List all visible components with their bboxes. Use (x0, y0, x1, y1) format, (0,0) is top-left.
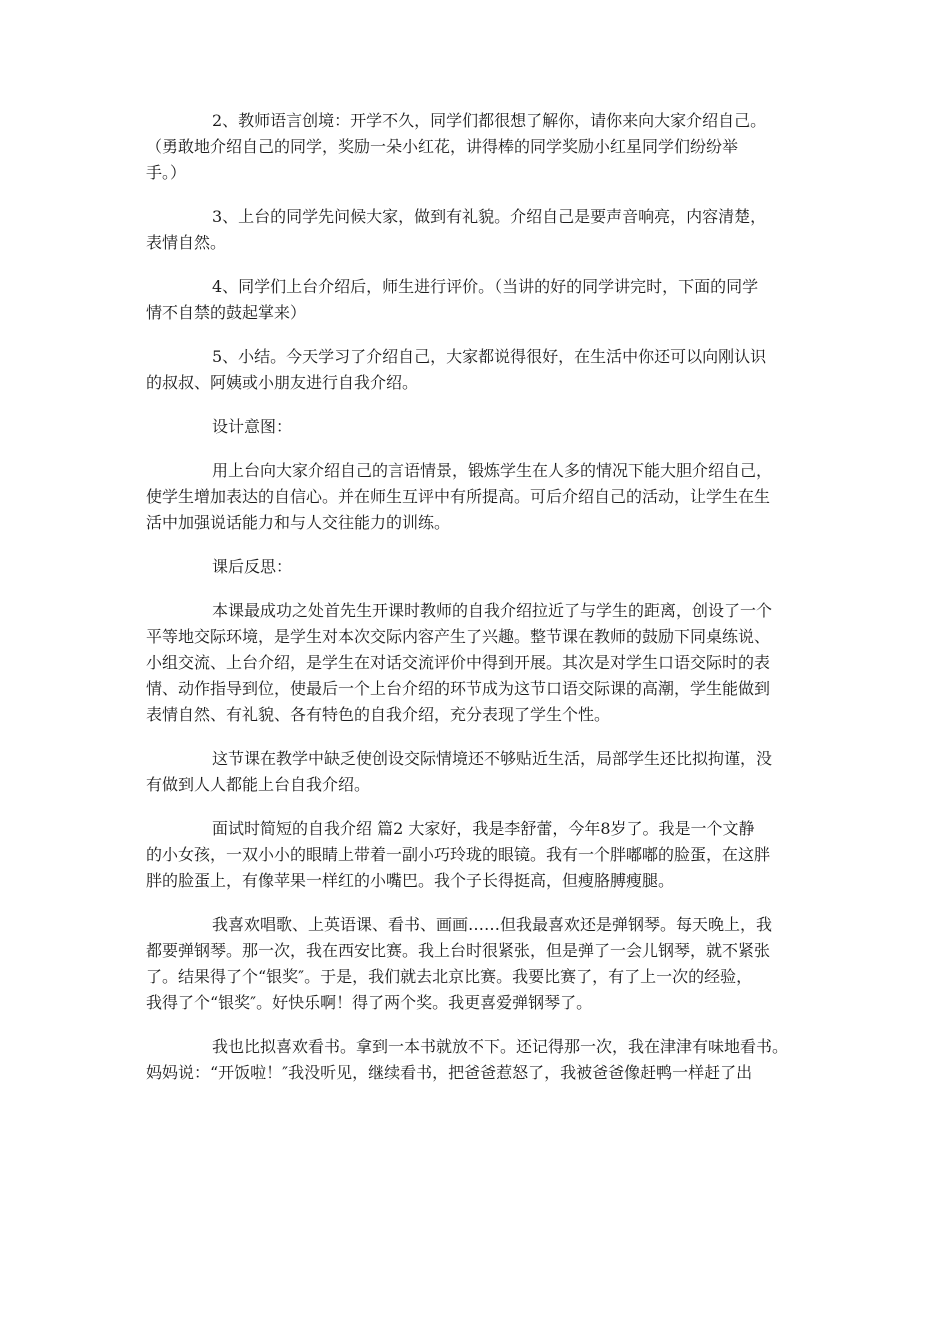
text-line: 手。） (146, 163, 187, 182)
text-line: 本课最成功之处首先生开课时教师的自我介绍拉近了与学生的距离，创设了一个 (212, 601, 773, 620)
text-line: 小组交流、上台介绍，是学生在对话交流评价中得到开展。其次是对学生口语交际时的表 (146, 653, 771, 672)
paragraph-step-4 (146, 274, 816, 326)
text-line: 用上台向大家介绍自己的言语情景，锻炼学生在人多的情况下能大胆介绍自己， (212, 461, 773, 480)
text-line: 妈妈说：“开饭啦！″我没听见，继续看书，把爸爸惹怒了，我被爸爸像赶鸭一样赶了出 (146, 1063, 753, 1082)
text-line: 2、教师语言创境：开学不久，同学们都很想了解你，请你来向大家介绍自己。 (212, 111, 767, 130)
text-line: 4、同学们上台介绍后，师生进行评价。（当讲的好的同学讲完时，下面的同学 (212, 277, 759, 296)
text-line: 这节课在教学中缺乏使创设交际情境还不够贴近生活，局部学生还比拟拘谨，没 (212, 749, 773, 768)
text-line: 设计意图： (212, 417, 293, 436)
text-line: 活中加强说话能力和与人交往能力的训练。 (146, 513, 451, 532)
section-heading-design-intent (146, 414, 816, 440)
paragraph-step-5 (146, 344, 816, 396)
text-line: 平等地交际环境，是学生对本次交际内容产生了兴趣。整节课在教师的鼓励下同桌练说、 (146, 627, 771, 646)
text-line: 我喜欢唱歌、上英语课、看书、画画……但我最喜欢还是弹钢琴。每天晚上，我 (212, 915, 773, 934)
document-body (146, 108, 816, 1104)
text-line: 表情自然。 (146, 233, 227, 252)
paragraph-design-intent (146, 458, 816, 536)
text-line: 表情自然、有礼貌、各有特色的自我介绍，充分表现了学生个性。 (146, 705, 611, 724)
text-line: 我也比拟喜欢看书。拿到一本书就放不下。还记得那一次，我在津津有味地看书。 (212, 1037, 789, 1056)
paragraph-reading (146, 1034, 816, 1086)
paragraph-reflection (146, 598, 816, 728)
text-line: 使学生增加表达的自信心。并在师生互评中有所提高。可后介绍自己的活动，让学生在生 (146, 487, 771, 506)
paragraph-shortcoming (146, 746, 816, 798)
paragraph-self-intro (146, 816, 816, 894)
text-line: 的叔叔、阿姨或小朋友进行自我介绍。 (146, 373, 419, 392)
paragraph-hobbies (146, 912, 816, 1016)
text-line: 3、上台的同学先问候大家，做到有礼貌。介绍自己是要声音响亮，内容清楚， (212, 207, 767, 226)
text-line: 面试时简短的自我介绍 篇2 大家好，我是李舒蕾，今年8岁了。我是一个文静 (212, 819, 755, 838)
text-line: 了。结果得了个“银奖″。于是，我们就去北京比赛。我要比赛了，有了上一次的经验， (146, 967, 753, 986)
text-line: 课后反思： (212, 557, 293, 576)
text-line: 胖的脸蛋上，有像苹果一样红的小嘴巴。我个子长得挺高，但瘦胳膊瘦腿。 (146, 871, 675, 890)
text-line: 我得了个“银奖″。好快乐啊！得了两个奖。我更喜爱弹钢琴了。 (146, 993, 593, 1012)
paragraph-step-2 (146, 108, 816, 186)
text-line: 情不自禁的鼓起掌来） (146, 303, 307, 322)
paragraph-step-3 (146, 204, 816, 256)
text-line: 5、小结。今天学习了介绍自己，大家都说得很好，在生活中你还可以向刚认识 (212, 347, 767, 366)
text-line: 情、动作指导到位，使最后一个上台介绍的环节成为这节口语交际课的高潮，学生能做到 (146, 679, 771, 698)
text-line: 都要弹钢琴。那一次，我在西安比赛。我上台时很紧张，但是弹了一会儿钢琴，就不紧张 (146, 941, 771, 960)
text-line: 有做到人人都能上台自我介绍。 (146, 775, 371, 794)
section-heading-reflection (146, 554, 816, 580)
text-line: （勇敢地介绍自己的同学，奖励一朵小红花，讲得棒的同学奖励小红星同学们纷纷举 (146, 137, 739, 156)
text-line: 的小女孩，一双小小的眼睛上带着一副小巧玲珑的眼镜。我有一个胖嘟嘟的脸蛋，在这胖 (146, 845, 771, 864)
